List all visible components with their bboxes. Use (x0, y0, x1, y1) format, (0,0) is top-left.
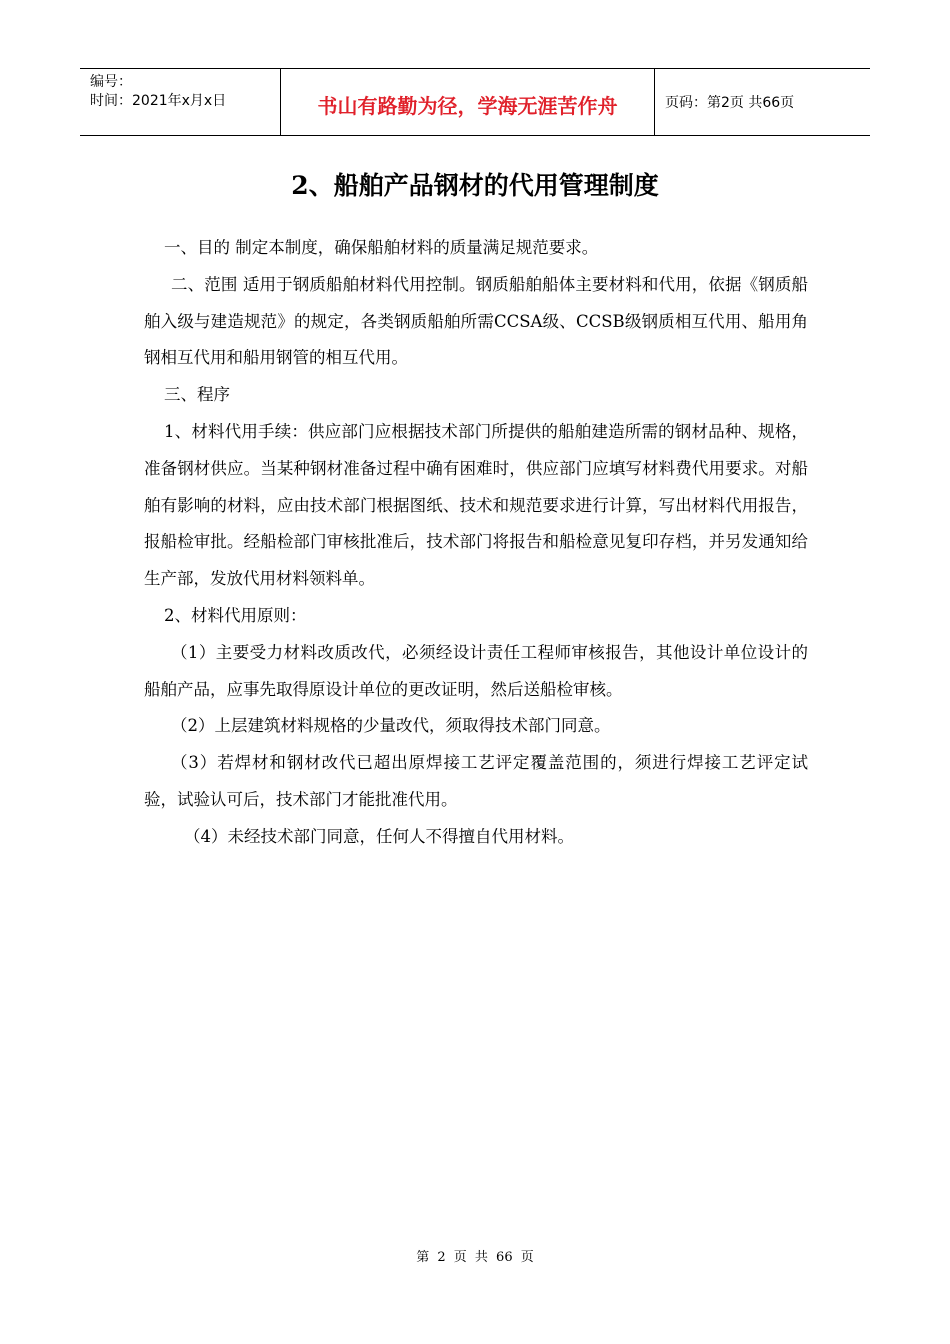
document-body (144, 230, 808, 856)
paragraph-principle-4: （4）未经技术部门同意，任何人不得擅自代用材料。 (184, 826, 574, 846)
document-title: 2、船舶产品钢材的代用管理制度 (291, 171, 659, 200)
header-table (80, 68, 870, 136)
document-number-label: 编号： (90, 74, 132, 90)
header-page-info: 页码：第2页 共66页 (665, 95, 795, 111)
paragraph-procedure-1: 1、材料代用手续：供应部门应根据技术部门所提供的船舶建造所需的钢材品种、规格，准备钢材供应。当某种钢材准备过程中确有困难时，供应部门应填写材料费代用要求。对船舶有影响的材料，应由技术部门根据图纸、技术和规范要求进行计算，写出材料代用报告，报船检审批。经船检部门审核批准后，技术部门将报告和船检意见复印存档，并另发通知给生产部，发放代用材料领料单。 (144, 421, 808, 589)
header-meta-cell (80, 69, 281, 135)
paragraph-procedure-heading: 三、程序 (164, 385, 230, 405)
document-time-label: 时间：2021年x月x日 (90, 93, 227, 109)
paragraph-principle-1: （1）主要受力材料改质改代，必须经设计责任工程师审核报告，其他设计单位设计的船舶产品，应事先取得原设计单位的更改证明，然后送船检审核。 (144, 642, 808, 699)
header-motto: 书山有路勤为径，学海无涯苦作舟 (281, 69, 655, 135)
paragraph-procedure-2: 2、材料代用原则： (164, 605, 307, 625)
paragraph-principle-3: （3）若焊材和钢材改代已超出原焊接工艺评定覆盖范围的，须进行焊接工艺评定试验，试验认可后，技术部门才能批准代用。 (144, 753, 808, 809)
paragraph-scope: 二、范围 适用于钢质船舶材料代用控制。钢质船舶船体主要材料和代用，依据《钢质船舶入级与建造规范》的规定，各类钢质船舶所需CCSA级、CCSB级钢质相互代用、船用角钢相互代用和船用钢管的相互代用。 (144, 274, 808, 368)
paragraph-purpose: 一、目的 制定本制度，确保船舶材料的质量满足规范要求。 (164, 238, 599, 257)
paragraph-principle-2: （2）上层建筑材料规格的少量改代，须取得技术部门同意。 (171, 716, 611, 736)
page-footer: 第 2 页 共 66 页 (416, 1250, 534, 1265)
